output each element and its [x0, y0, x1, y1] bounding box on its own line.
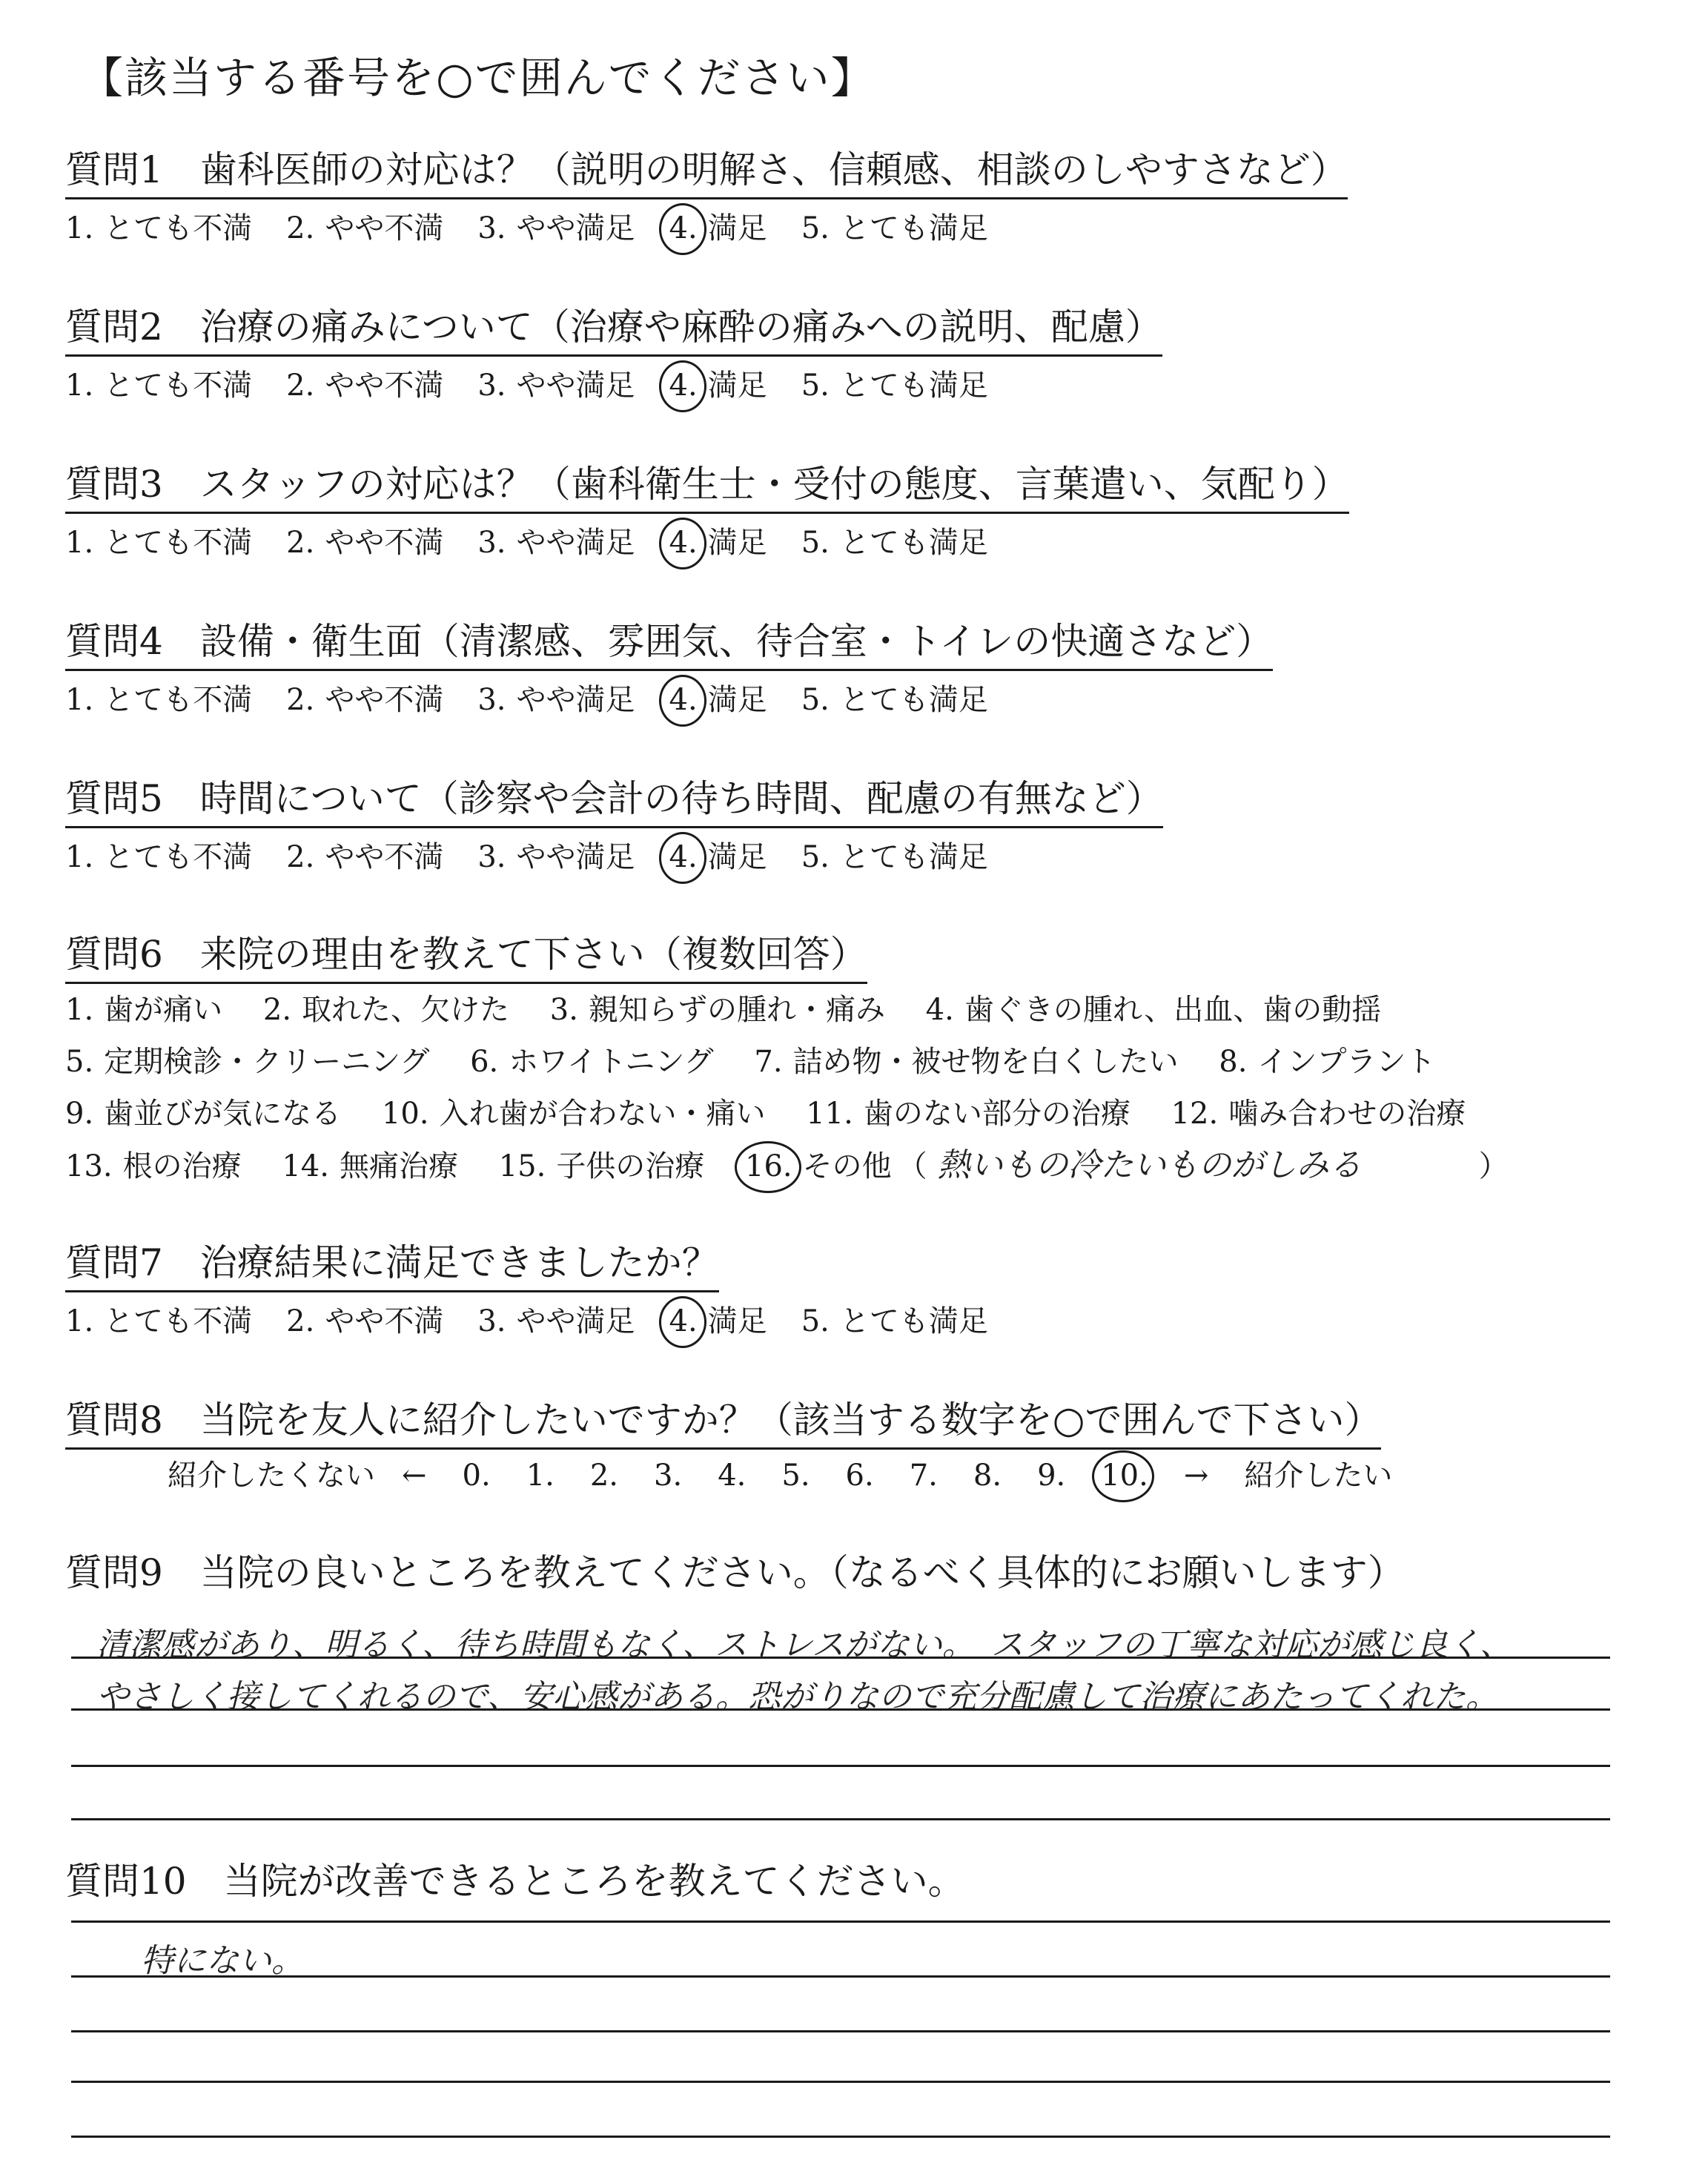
- reason-option[interactable]: 15. 子供の治療: [498, 1149, 705, 1183]
- option-5[interactable]: 5. とても満足: [801, 526, 988, 560]
- option-4-selected[interactable]: 4. 満足: [669, 836, 767, 878]
- answer-line: [71, 1708, 1610, 1711]
- scale-value-selected[interactable]: 10.: [1101, 1455, 1148, 1496]
- option-5[interactable]: 5. とても満足: [801, 840, 988, 874]
- answer-line: [71, 1657, 1610, 1659]
- option-1[interactable]: 1. とても不満: [65, 683, 253, 717]
- question-1-options: [65, 208, 1022, 249]
- scale-value[interactable]: 5.: [781, 1459, 810, 1493]
- reason-row-3: [65, 1093, 1497, 1135]
- reason-option[interactable]: 2. 取れた、欠けた: [262, 993, 510, 1027]
- answer-line: [71, 1975, 1610, 1978]
- scale-value[interactable]: 0.: [462, 1459, 491, 1493]
- option-5[interactable]: 5. とても満足: [801, 369, 988, 403]
- reason-option-other-selected[interactable]: 16. その他 （ 熱いもの冷たいものがしみる ）: [745, 1145, 1509, 1187]
- scale-value[interactable]: 2.: [589, 1459, 619, 1493]
- recommend-scale: [168, 1455, 1419, 1496]
- reason-option[interactable]: 8. インプラント: [1219, 1045, 1436, 1079]
- option-3[interactable]: 3. やや満足: [477, 526, 635, 560]
- answer-line: [71, 1765, 1610, 1767]
- scale-value[interactable]: 6.: [845, 1459, 874, 1493]
- scale-value[interactable]: 4.: [718, 1459, 747, 1493]
- scale-right-label: 紹介したい: [1244, 1459, 1393, 1493]
- question-4-options: [65, 679, 1022, 721]
- question-3-options: [65, 522, 1022, 564]
- reason-option[interactable]: 1. 歯が痛い: [65, 993, 223, 1027]
- reason-row-4: [65, 1145, 1540, 1187]
- option-1[interactable]: 1. とても不満: [65, 1304, 253, 1338]
- reason-row-2: [65, 1041, 1466, 1083]
- option-2[interactable]: 2. やや不満: [286, 526, 444, 560]
- q9-answer-line-1[interactable]: 清潔感があり、明るく、待ち時間もなく、ストレスがない。 スタッフの丁寧な対応が感じ良く、: [96, 1626, 1513, 1664]
- reason-option[interactable]: 5. 定期検診・クリーニング: [65, 1045, 430, 1079]
- question-7-title: 質問7 治療結果に満足できましたか？: [65, 1240, 719, 1292]
- question-7-options: [65, 1301, 1022, 1342]
- q9-answer-line-2[interactable]: やさしく接してくれるので、安心感がある。恐がりなので充分配慮して治療にあたってくれた。: [96, 1678, 1499, 1716]
- option-1[interactable]: 1. とても不満: [65, 526, 253, 560]
- other-answer[interactable]: 熱いもの冷たいものがしみる: [937, 1146, 1362, 1184]
- reason-row-1: [65, 989, 1412, 1031]
- reason-option[interactable]: 14. 無痛治療: [282, 1149, 458, 1183]
- option-4-selected[interactable]: 4. 満足: [669, 365, 767, 406]
- option-1[interactable]: 1. とても不満: [65, 369, 253, 403]
- option-4-selected[interactable]: 4. 満足: [669, 679, 767, 721]
- reason-option[interactable]: 3. 親知らずの腫れ・痛み: [549, 993, 885, 1027]
- reason-option[interactable]: 10. 入れ歯が合わない・痛い: [381, 1097, 766, 1131]
- reason-option[interactable]: 6. ホワイトニング: [470, 1045, 714, 1079]
- scale-value[interactable]: 8.: [973, 1459, 1002, 1493]
- right-arrow-icon: →: [1183, 1459, 1209, 1493]
- scale-value[interactable]: 7.: [909, 1459, 938, 1493]
- option-2[interactable]: 2. やや不満: [286, 683, 444, 717]
- question-4-title: 質問4 設備・衛生面（清潔感、雰囲気、待合室・トイレの快適さなど）: [65, 618, 1273, 671]
- option-5[interactable]: 5. とても満足: [801, 1304, 988, 1338]
- option-4-selected[interactable]: 4. 満足: [669, 522, 767, 564]
- option-3[interactable]: 3. やや満足: [477, 683, 635, 717]
- answer-line: [71, 2136, 1610, 2138]
- question-9-title: 質問9 当院の良いところを教えてください。（なるべく具体的にお願いします）: [65, 1551, 1405, 1594]
- option-3[interactable]: 3. やや満足: [477, 840, 635, 874]
- option-1[interactable]: 1. とても不満: [65, 211, 253, 245]
- question-3-title: 質問3 スタッフの対応は？（歯科衛生士・受付の態度、言葉遣い、気配り）: [65, 461, 1349, 514]
- scale-value[interactable]: 1.: [526, 1459, 555, 1493]
- reason-option[interactable]: 7. 詰め物・被せ物を白くしたい: [754, 1045, 1179, 1079]
- question-5-title: 質問5 時間について（診察や会計の待ち時間、配慮の有無など）: [65, 776, 1163, 828]
- question-6-title: 質問6 来院の理由を教えて下さい（複数回答）: [65, 931, 867, 984]
- reason-option[interactable]: 11. 歯のない部分の治療: [806, 1097, 1131, 1131]
- option-2[interactable]: 2. やや不満: [286, 1304, 444, 1338]
- answer-line: [71, 2081, 1610, 2083]
- reason-option[interactable]: 13. 根の治療: [65, 1149, 242, 1183]
- option-3[interactable]: 3. やや満足: [477, 1304, 635, 1338]
- q10-answer-line-1[interactable]: 特にない。: [141, 1942, 304, 1980]
- reason-option[interactable]: 4. 歯ぐきの腫れ、出血、歯の動揺: [925, 993, 1382, 1027]
- answer-line: [71, 1818, 1610, 1820]
- option-2[interactable]: 2. やや不満: [286, 840, 444, 874]
- option-4-selected[interactable]: 4. 満足: [669, 1301, 767, 1342]
- option-3[interactable]: 3. やや満足: [477, 211, 635, 245]
- question-5-options: [65, 836, 1022, 878]
- option-3[interactable]: 3. やや満足: [477, 369, 635, 403]
- option-1[interactable]: 1. とても不満: [65, 840, 253, 874]
- answer-line: [71, 1920, 1610, 1923]
- scale-value[interactable]: 3.: [654, 1459, 683, 1493]
- option-2[interactable]: 2. やや不満: [286, 369, 444, 403]
- answer-line: [71, 2030, 1610, 2032]
- question-2-title: 質問2 治療の痛みについて（治療や麻酔の痛みへの説明、配慮）: [65, 304, 1162, 357]
- option-5[interactable]: 5. とても満足: [801, 211, 988, 245]
- option-2[interactable]: 2. やや不満: [286, 211, 444, 245]
- page-title: 【該当する番号を○で囲んでください】: [80, 53, 875, 103]
- question-2-options: [65, 365, 1022, 406]
- option-4-selected[interactable]: 4. 満足: [669, 208, 767, 249]
- scale-value[interactable]: 9.: [1037, 1459, 1066, 1493]
- question-8-title: 質問8 当院を友人に紹介したいですか？（該当する数字を○で囲んで下さい）: [65, 1397, 1381, 1450]
- scale-left-label: 紹介したくない: [168, 1459, 375, 1493]
- question-10-title: 質問10 当院が改善できるところを教えてください。: [65, 1860, 965, 1903]
- left-arrow-icon: ←: [402, 1459, 427, 1493]
- reason-option[interactable]: 9. 歯並びが気になる: [65, 1097, 342, 1131]
- option-5[interactable]: 5. とても満足: [801, 683, 988, 717]
- question-1-title: 質問1 歯科医師の対応は？（説明の明解さ、信頼感、相談のしやすさなど）: [65, 147, 1348, 199]
- reason-option[interactable]: 12. 噛み合わせの治療: [1171, 1097, 1466, 1131]
